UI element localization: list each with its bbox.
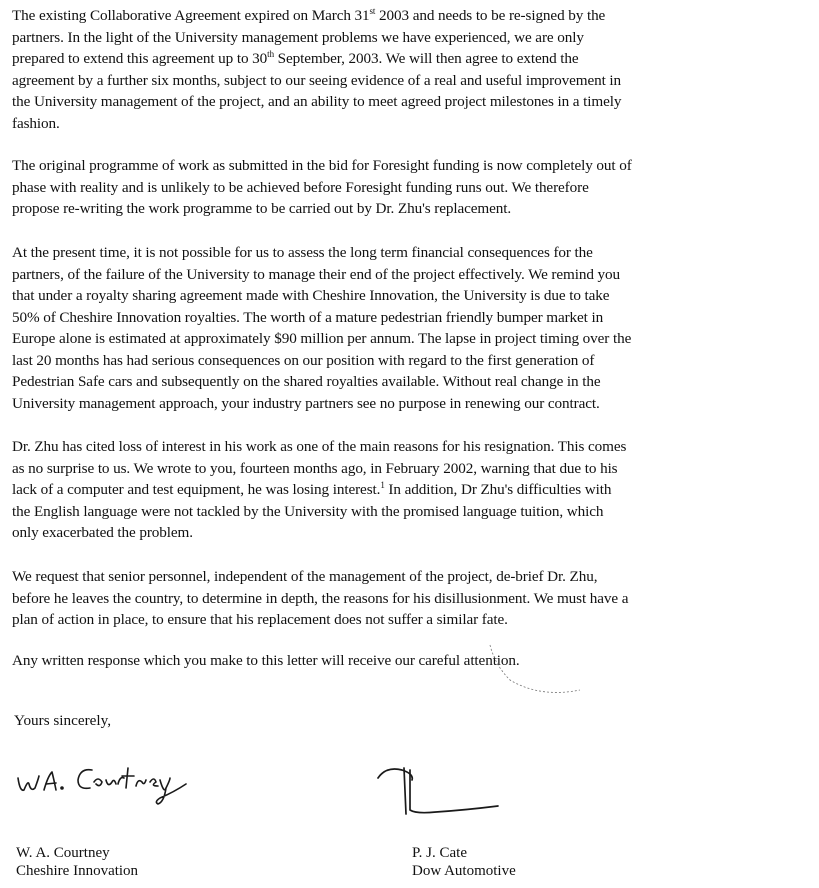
paragraph-line: Any written response which you make to this letter will receive our careful attention. (12, 652, 520, 669)
paragraph-line: propose re-writing the work programme to be carried out by Dr. Zhu's replacement. (12, 200, 512, 217)
paragraph-line: phase with reality and is unlikely to be achieved before Foresight funding runs out. We therefore (12, 178, 589, 196)
paragraph-line: Dr. Zhu has cited loss of interest in his work as one of the main reasons for his resignation. This comes (12, 438, 627, 455)
paragraph-agreement-extension (12, 5, 802, 134)
signatory-block-cate (412, 844, 516, 880)
paragraph-line: Pedestrian Safe cars and subsequently on the shared royalties available. Without real change in the (12, 373, 601, 390)
paragraph-line: The existing Collaborative Agreement expired on March 31st 2003 and needs to be re-signed by the (12, 5, 606, 24)
paragraph-line: partners. In the light of the University management problems we have experienced, we are only (12, 28, 584, 46)
signature-cate (376, 762, 506, 822)
paragraph-line: The original programme of work as submitted in the bid for Foresight funding is now completely out of (12, 157, 632, 174)
paragraph-line: plan of action in place, to ensure that his replacement does not suffer a similar fate. (12, 611, 508, 628)
paragraph-financial-consequences (12, 242, 802, 414)
paragraph-line: fashion. (12, 114, 60, 132)
paragraph-debrief-request (12, 566, 802, 631)
paragraph-line: last 20 months has had serious consequences on our position with regard to the first generation of (12, 351, 595, 369)
signatory-organization: Dow Automotive (412, 863, 516, 879)
paragraph-line: the University management of the project, and an ability to meet agreed project milestones in a timely (12, 93, 622, 110)
paragraph-dr-zhu-resignation (12, 436, 802, 544)
paragraph-line: Europe alone is estimated at approximately $90 million per annum. The lapse in project timing over the (12, 330, 632, 347)
signatory-organization: Cheshire Innovation (16, 863, 139, 879)
paragraph-line: only exacerbated the problem. (12, 524, 193, 541)
paragraph-line: lack of a computer and test equipment, he was losing interest.$^1$ In addition, Dr Zhu's difficulties with (12, 479, 612, 498)
paragraph-line: At the present time, it is not possible for us to assess the long term financial consequences for the (12, 244, 593, 261)
paragraph-line: 50% of Cheshire Innovation royalties. The worth of a mature pedestrian friendly bumper market in (12, 308, 604, 326)
closing: Yours sincerely, (14, 712, 112, 729)
paragraph-line: before he leaves the country, to determine in depth, the reasons for his disillusionment. We must have a (12, 589, 629, 607)
paragraph-line: prepared to extend this agreement up to 30th September, 2003. We will then agree to extend the (12, 48, 579, 67)
signatory-name: P. J. Cate (412, 845, 468, 861)
signature-courtney (14, 758, 214, 808)
paragraph-line: We request that senior personnel, independent of the management of the project, de-brief Dr. Zhu, (12, 568, 598, 585)
paragraph-line: partners, of the failure of the University to manage their end of the project effectively. We remind you (12, 265, 621, 283)
paragraph-line: agreement by a further six months, subject to our seeing evidence of a real and useful improvement in (12, 71, 622, 89)
paragraph-response (12, 650, 802, 672)
paragraph-line: as no surprise to us. We wrote to you, fourteen months ago, in February 2002, warning that due to his (12, 459, 618, 477)
footnote-marker: 1 (380, 479, 385, 490)
paragraph-work-programme (12, 155, 802, 220)
paragraph-line: the English language were not tackled by the University with the promised language tuition, which (12, 502, 604, 520)
signatory-block-courtney (16, 844, 138, 880)
signatory-name: W. A. Courtney (16, 845, 110, 861)
paragraph-line: that under a royalty sharing agreement made with Cheshire Innovation, the University is due to take (12, 287, 610, 304)
paragraph-line: University management approach, your industry partners see no purpose in renewing our contract. (12, 394, 600, 412)
